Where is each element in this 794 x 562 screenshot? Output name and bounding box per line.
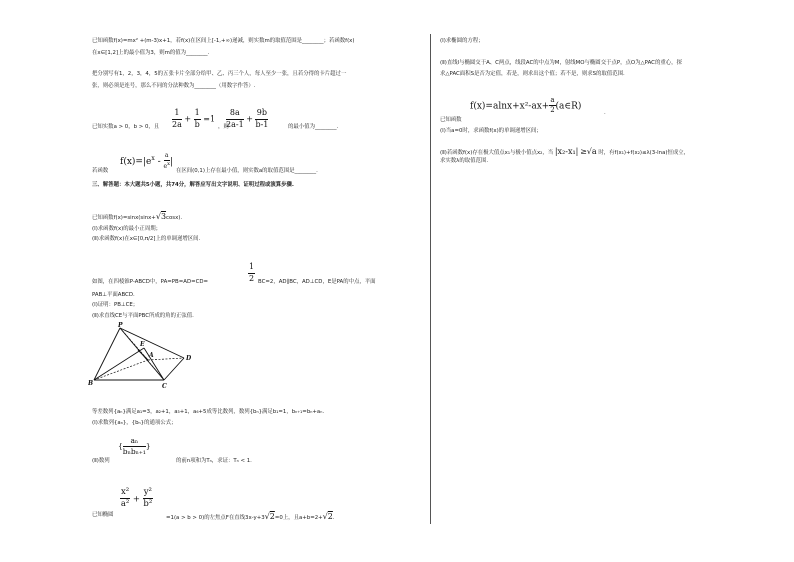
problem-text: (Ⅱ)数列 bbox=[92, 458, 110, 464]
fraction-expression: $\frac{1}{2a}$ + $\frac{1}{b}$ =1 bbox=[172, 108, 216, 129]
problem-line: (Ⅰ)证明：PB⊥CE； bbox=[92, 302, 139, 308]
vertex-label-d: D bbox=[186, 355, 192, 362]
problem-text: 的前n项和为Tₙ，求证：Tₙ < 1. bbox=[176, 458, 252, 464]
fraction-expression: { $\frac{\text{aₙ}}{\text{bₙbₙ₊₁}}$ } bbox=[118, 436, 151, 457]
problem-text: . bbox=[604, 110, 606, 116]
problem-line: 如图，在四棱锥P-ABCD中，PA=PB=AD=CD= bbox=[92, 279, 209, 285]
problem-line: 求实数λ的取值范围. bbox=[440, 158, 489, 164]
problem-line: (Ⅱ)求直线CE与平面PBC所成的角的正弦值. bbox=[92, 313, 194, 319]
problem-line: 等差数列{aₙ}满足a₁=3，a₂+1，a₃+1，a₆+5成等比数列，数列{bₙ}满足b₁=1，bₙ₊₁=bₙ+aₙ. bbox=[92, 409, 325, 415]
problem-text: 在区间(0,1)上存在最小值，则实数a的取值范围是________. bbox=[176, 168, 318, 174]
vertex-label-e: E bbox=[140, 341, 145, 348]
problem-line: (Ⅱ)求函数f(x)在x∈[0,π/2]上的单调递增区间. bbox=[92, 236, 201, 242]
section-heading: 三、解答题：本大题共5小题，共74分，解答应写出文字说明、证明过程或演算步骤. bbox=[92, 182, 294, 188]
problem-line: (Ⅰ)当a=0时，求函数f(x)的单调递增区间； bbox=[440, 128, 542, 134]
problem-line: (Ⅰ)求数列{aₙ}，{bₙ}的通项公式； bbox=[92, 420, 177, 426]
problem-text: 的最小值为________. bbox=[288, 124, 339, 130]
problem-line: 把分别写有1，2，3，4，5的五张卡片全部分给甲、乙、丙三个人，每人至少一张，且若分得的卡片超过一 bbox=[92, 71, 347, 77]
fraction-expression: $\frac{1}{2}$ bbox=[249, 262, 255, 283]
problem-line: 已知实数a > 0，b > 0，且 bbox=[92, 124, 160, 130]
column-divider bbox=[430, 34, 431, 524]
math-formula: f(x)=alnx+x²-ax+ $\frac{a}{2}$ (a∈R) bbox=[470, 96, 582, 115]
vertex-label-c: C bbox=[162, 383, 167, 390]
problem-text: BC=2，AD∥BC，AD⊥CD，E是PA的中点，平面 bbox=[258, 279, 376, 285]
problem-line: (Ⅱ)若函数f(x)存在极大值点x₁与极小值点x₂，当 |x₂-x₁| ≥√a 时，有f(x₁)+f(x₂)≤λ(3-lna)恒成立， bbox=[440, 147, 690, 156]
ellipse-fraction: $\frac{\text{x²}}{\text{a²}}$ + $\frac{\text{y²}}{\text{b²}}$ bbox=[120, 487, 153, 510]
problem-line: 张，则必须是连号，那么不同的分法种数为________（用数字作答）. bbox=[92, 83, 256, 89]
problem-line: 已知函数f(x)=mx² +(m-3)x+1，若f(x)在区间上[-1,+∞)递减，则实数m的取值范围是________；若函数f(x) bbox=[92, 38, 355, 44]
math-formula: $f(x)=|e^x$ - $\frac{a}{e^x}$ | bbox=[120, 152, 173, 171]
problem-line: (Ⅰ)求函数f(x)的最小正周期； bbox=[92, 226, 161, 232]
fraction-expression: $\frac{8a}{2a-1}$ + $\frac{9b}{b-1}$ bbox=[226, 108, 269, 129]
problem-text: 已知椭圆 bbox=[92, 512, 114, 518]
problem-text: 已知函数 bbox=[440, 117, 462, 123]
vertex-label-p: P bbox=[118, 322, 123, 329]
problem-line: PAB⊥平面ABCD. bbox=[92, 292, 135, 298]
vertex-label-b: B bbox=[88, 380, 94, 387]
problem-line: (Ⅱ)直线l与椭圆交于A、C两点，线段AC的中点为M，射线MO与椭圆交于点P，点O为△PAC的重心，探 bbox=[440, 60, 682, 66]
problem-line: (Ⅰ)求椭圆的方程； bbox=[440, 38, 484, 44]
problem-line: 已知函数f(x)=sinx(sinx+√3cosx). bbox=[92, 212, 183, 221]
problem-line: 在x∈[1,2]上的最小值为3，则m的值为________. bbox=[92, 50, 210, 56]
problem-text: =1(a > b > 0)的左焦点F在直线3x-y+3√2=0上，且a+b=2+√2. bbox=[166, 512, 335, 521]
problem-line: 求△PAC面积S是否为定值，若是，则求出这个值；若不是，则求S的取值范围. bbox=[440, 71, 625, 77]
pyramid-figure bbox=[88, 322, 198, 390]
problem-text: ，则 bbox=[218, 124, 229, 130]
problem-text: 若函数 bbox=[92, 168, 109, 174]
vertex-label-a: A bbox=[149, 352, 154, 359]
